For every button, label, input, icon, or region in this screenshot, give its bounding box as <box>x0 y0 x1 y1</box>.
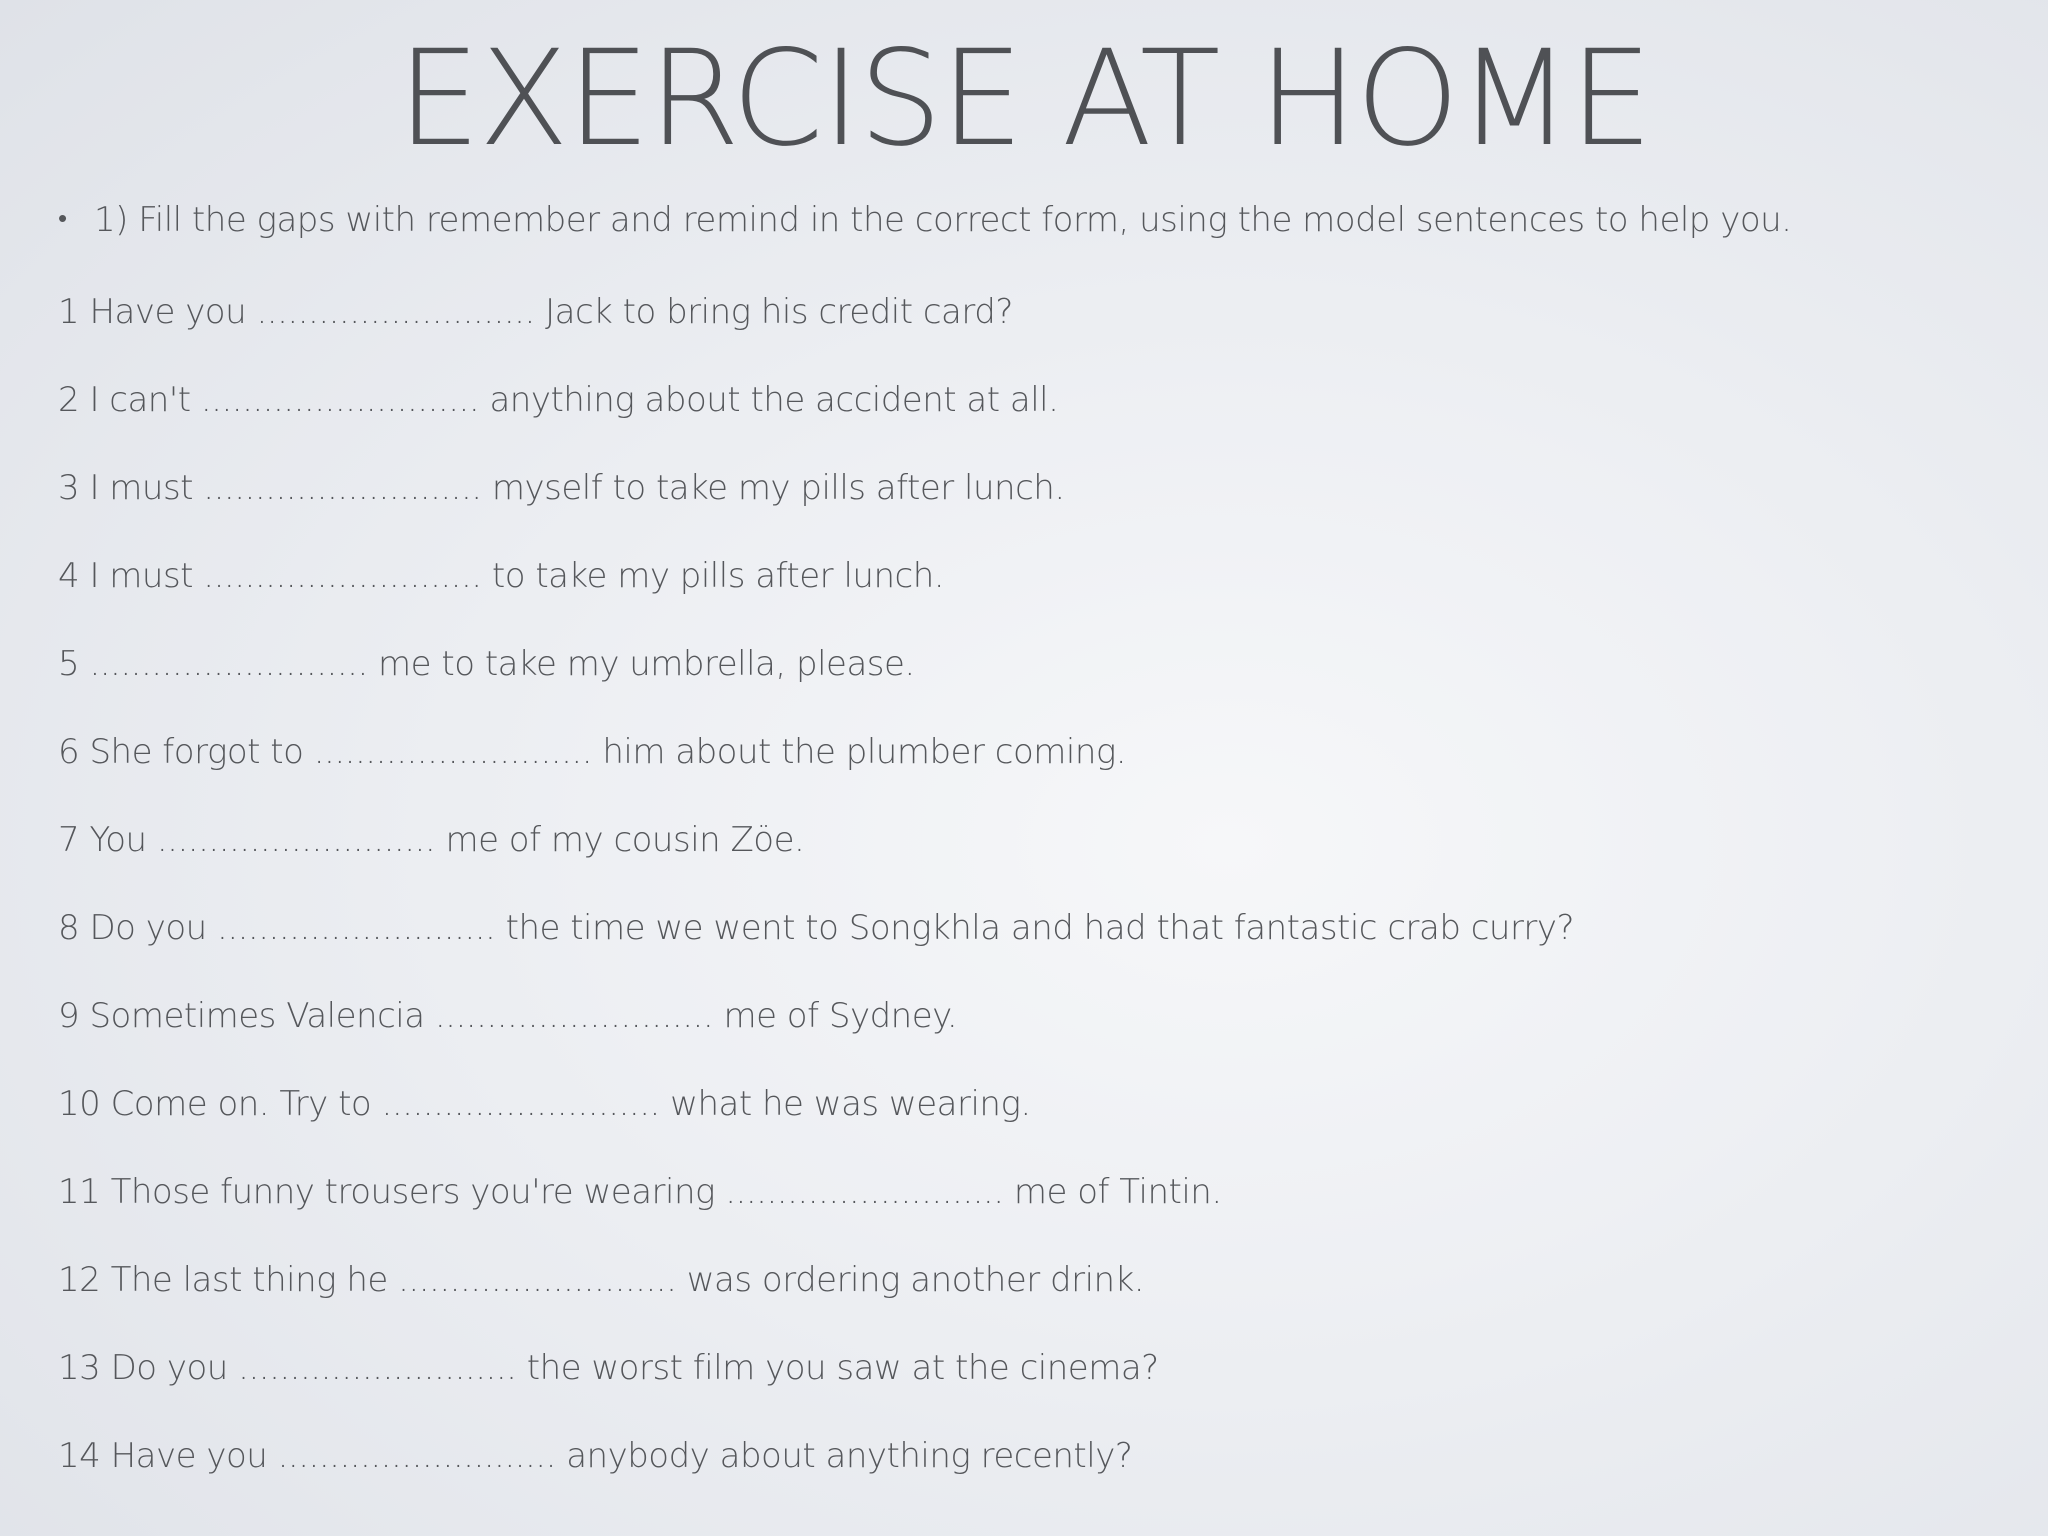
sentence-9: 9 Sometimes Valencia ........................... me of Sydney. <box>58 996 958 1036</box>
sentence-1: 1 Have you ........................... Jack to bring his credit card? <box>58 292 1013 332</box>
bullet-icon: • <box>58 204 67 234</box>
sentence-2: 2 I can't ........................... anything about the accident at all. <box>58 380 1059 420</box>
sentence-5: 5 ........................... me to take my umbrella, please. <box>58 644 915 684</box>
sentence-8: 8 Do you ........................... the time we went to Songkhla and had that fantastic crab curry? <box>58 908 1575 948</box>
sentence-13: 13 Do you ........................... the worst film you saw at the cinema? <box>58 1348 1159 1388</box>
sentence-10: 10 Come on. Try to ........................... what he was wearing. <box>58 1084 1031 1124</box>
sentence-11: 11 Those funny trousers you're wearing ........................... me of Tintin. <box>58 1172 1222 1212</box>
instruction <box>58 200 1791 240</box>
sentence-3: 3 I must ........................... myself to take my pills after lunch. <box>58 468 1065 508</box>
sentence-list <box>58 286 1574 1518</box>
sentence-12: 12 The last thing he ........................... was ordering another drink. <box>58 1260 1145 1300</box>
instruction-text: 1) Fill the gaps with remember and remind in the correct form, using the model sentences to help you. <box>94 200 1792 240</box>
sentence-6: 6 She forgot to ........................... him about the plumber coming. <box>58 732 1127 772</box>
sentence-7: 7 You ........................... me of my cousin Zöe. <box>58 820 805 860</box>
slide-title: EXERCISE AT HOME <box>397 22 1651 176</box>
sentence-4: 4 I must ........................... to take my pills after lunch. <box>58 556 945 596</box>
sentence-14: 14 Have you ........................... anybody about anything recently? <box>58 1436 1133 1476</box>
